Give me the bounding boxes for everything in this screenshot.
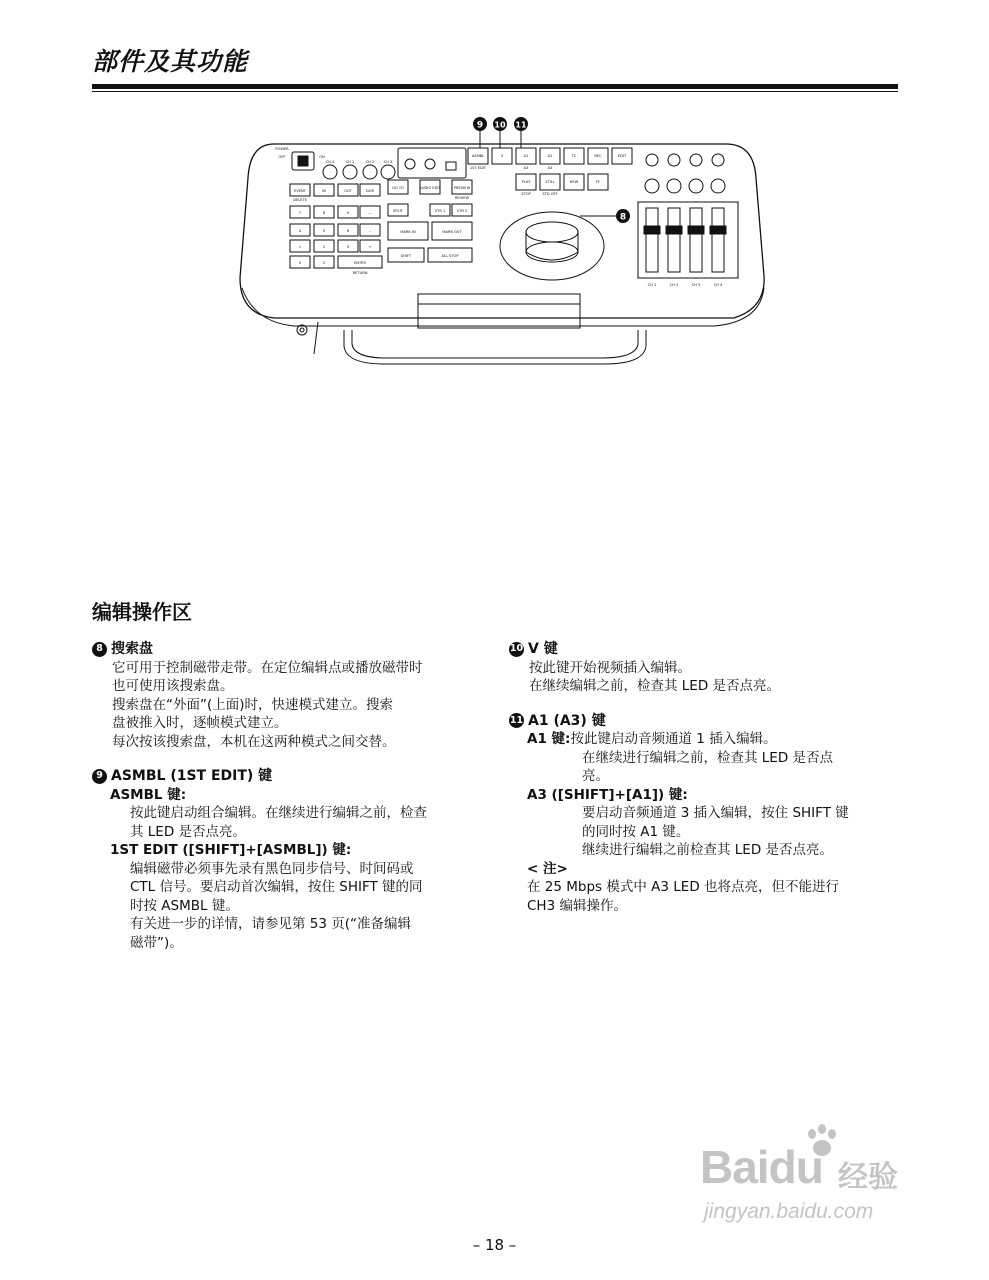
label-all-stop: ALL STOP: [441, 254, 459, 258]
label-ch2: CH 2: [365, 160, 375, 164]
label-power: POWER: [275, 147, 289, 151]
label-d4: 4: [298, 229, 302, 233]
note-heading: < 注>: [527, 860, 568, 877]
section-title: 编辑操作区: [92, 600, 192, 624]
label-mark-out: MARK OUT: [442, 230, 462, 234]
label-vtr2: VTR 2: [456, 209, 468, 213]
label-d7: 7: [298, 211, 302, 215]
number-badge: 8: [92, 642, 107, 657]
item-heading: [509, 640, 904, 659]
label-d2: 2: [322, 245, 326, 249]
label-split: SPLIT: [393, 209, 403, 213]
label-ff: FF: [595, 180, 601, 184]
paragraph-line: 时按 ASMBL 键。: [130, 897, 239, 914]
label-stop: STOP: [521, 192, 531, 196]
item-asmbl-key: [92, 767, 487, 952]
paragraph-line: 也可使用该搜索盘。: [112, 678, 234, 694]
title-rule: [92, 84, 898, 89]
item-title: 搜索盘: [111, 641, 153, 657]
label-rew: REW: [569, 180, 579, 184]
item-heading: [92, 767, 487, 786]
label-plus: +: [368, 245, 372, 249]
sub-heading: A3 ([SHIFT]+[A1]) 键:: [527, 786, 688, 803]
label-d1: 1: [298, 245, 302, 249]
label-first-edit: 1ST EDIT: [469, 166, 487, 170]
label-d6: 6: [346, 229, 350, 233]
label-enter: ENTER: [354, 261, 366, 265]
callout-group: [473, 117, 630, 223]
item-search-dial: [92, 640, 487, 751]
label-still: STILL: [545, 180, 555, 184]
label-fader-ch2: CH 2: [669, 283, 679, 287]
paragraph-line: 在继续编辑之前，检查其 LED 是否点亮。: [529, 678, 781, 694]
label-v: V: [500, 154, 504, 158]
paragraph-line: 按此键开始视频插入编辑。: [529, 659, 691, 676]
label-fader-ch4: CH 4: [713, 283, 723, 287]
watermark-url: jingyan.baidu.com: [704, 1200, 874, 1223]
label-c: C: [322, 261, 326, 265]
label-a2: A2: [547, 154, 553, 158]
label-delete: DELETE: [293, 198, 307, 202]
label-ch1: CH 1: [345, 160, 355, 164]
paragraph-line: CH3 编辑操作。: [527, 897, 627, 914]
callout-10: 10: [494, 120, 506, 130]
label-d5: 5: [322, 229, 326, 233]
watermark: [700, 1130, 940, 1240]
controller-illustration: [234, 108, 766, 368]
label-preview: PREVIEW: [453, 186, 471, 190]
label-dur: DUR: [366, 189, 374, 193]
label-review: REVIEW: [454, 196, 470, 200]
paragraph-line: 它可用于控制磁带走带。在定位编辑点或播放磁带时: [112, 659, 423, 676]
label-fader-ch1: CH 1: [647, 283, 657, 287]
paragraph-line: 继续进行编辑之前检查其 LED 是否点亮。: [582, 842, 834, 858]
watermark-brand: Baidu: [700, 1141, 823, 1193]
label-tc: TC: [571, 154, 577, 158]
item-title: ASMBL (1ST EDIT) 键: [111, 768, 273, 784]
item-title: V 键: [528, 641, 558, 657]
item-title: A1 (A3) 键: [528, 712, 606, 729]
label-return: RETURN: [352, 271, 368, 275]
number-badge: 10: [509, 642, 524, 657]
number-badge: 11: [509, 713, 524, 728]
label-in: IN: [322, 189, 326, 193]
paragraph-line: 有关进一步的详情，请参见第 53 页(“准备编辑: [130, 916, 412, 932]
a1-label: A1 键:: [527, 731, 571, 747]
label-edit: EDIT: [617, 154, 627, 158]
label-std-off: STD OFF: [542, 192, 558, 196]
label-off: OFF: [278, 155, 286, 159]
item-heading: [509, 712, 904, 731]
paragraph-line: 亮。: [582, 768, 609, 784]
label-a3: A3: [523, 166, 529, 170]
paragraph-line: 搜索盘在“外面”(上面)时，快速模式建立。搜索: [112, 696, 394, 713]
paragraph-line: CTL 信号。要启动首次编辑，按住 SHIFT 键的同: [130, 879, 423, 895]
paragraph-line: 其 LED 是否点亮。: [130, 823, 247, 840]
label-fader-ch3: CH 3: [691, 283, 701, 287]
label-mark-in: MARK IN: [400, 230, 416, 234]
label-audio-edit: AUDIO EDIT: [419, 186, 441, 190]
label-goto: GO TO: [392, 186, 404, 190]
paragraph-line: 在继续进行编辑之前，检查其 LED 是否点: [582, 749, 834, 766]
paragraph-line: 盘被推入时，逐帧模式建立。: [112, 715, 288, 731]
sub-heading: 1ST EDIT ([SHIFT]+[ASMBL]) 键:: [110, 842, 352, 858]
callout-9: 9: [476, 120, 484, 131]
label-minus-minus: ––: [368, 211, 372, 215]
label-vtr1: VTR 1: [434, 209, 446, 213]
page-number: – 18 –: [472, 1236, 517, 1254]
label-event: EVENT: [294, 189, 306, 193]
paragraph-line: 每次按该搜索盘，本机在这两种模式之间交替。: [112, 733, 396, 750]
label-d3: 3: [346, 245, 350, 249]
paragraph-line: 按此键启动组合编辑。在继续进行编辑之前，检查: [130, 805, 427, 821]
label-a1: A1: [523, 154, 529, 158]
label-asmbl: ASMBL: [471, 154, 485, 158]
paragraph-line: 的同时按 A1 键。: [582, 823, 690, 840]
item-v-key: [509, 640, 904, 696]
paragraph-line: 编辑磁带必须事先录有黑色同步信号、时间码或: [130, 860, 414, 877]
page-title: 部件及其功能: [92, 47, 249, 76]
label-minus: –: [369, 229, 371, 233]
label-out: OUT: [344, 189, 352, 193]
callout-8: 8: [619, 212, 627, 223]
paragraph-line: 磁带”)。: [130, 934, 183, 951]
label-d0: 0: [298, 261, 302, 265]
paragraph-line: 按此键启动音频通道 1 插入编辑。: [570, 731, 777, 747]
number-badge: 9: [92, 769, 107, 784]
label-d8: 8: [322, 211, 326, 215]
a1-row: [509, 730, 904, 749]
label-a4: A4: [547, 166, 553, 170]
label-shift: SHIFT: [400, 254, 412, 258]
label-d9: 9: [346, 211, 350, 215]
paragraph-line: 要启动音频通道 3 插入编辑，按住 SHIFT 键: [582, 805, 849, 821]
left-column: [92, 640, 487, 968]
paragraph-line: 在 25 Mbps 模式中 A3 LED 也将点亮，但不能进行: [527, 879, 840, 895]
callout-11: 11: [515, 120, 527, 130]
label-play: PLAY: [521, 180, 531, 184]
item-a1-key: [509, 712, 904, 916]
label-ch3: CH 3: [383, 160, 393, 164]
right-column: [509, 640, 904, 931]
title-rule-thin: [92, 91, 898, 92]
item-heading: [92, 640, 487, 659]
watermark-brand-cn: 经验: [838, 1160, 898, 1195]
label-on: ON: [319, 155, 325, 159]
label-ch4: CH 4: [325, 160, 335, 164]
label-rec: REC: [594, 154, 602, 158]
sub-heading: ASMBL 键:: [110, 786, 187, 803]
